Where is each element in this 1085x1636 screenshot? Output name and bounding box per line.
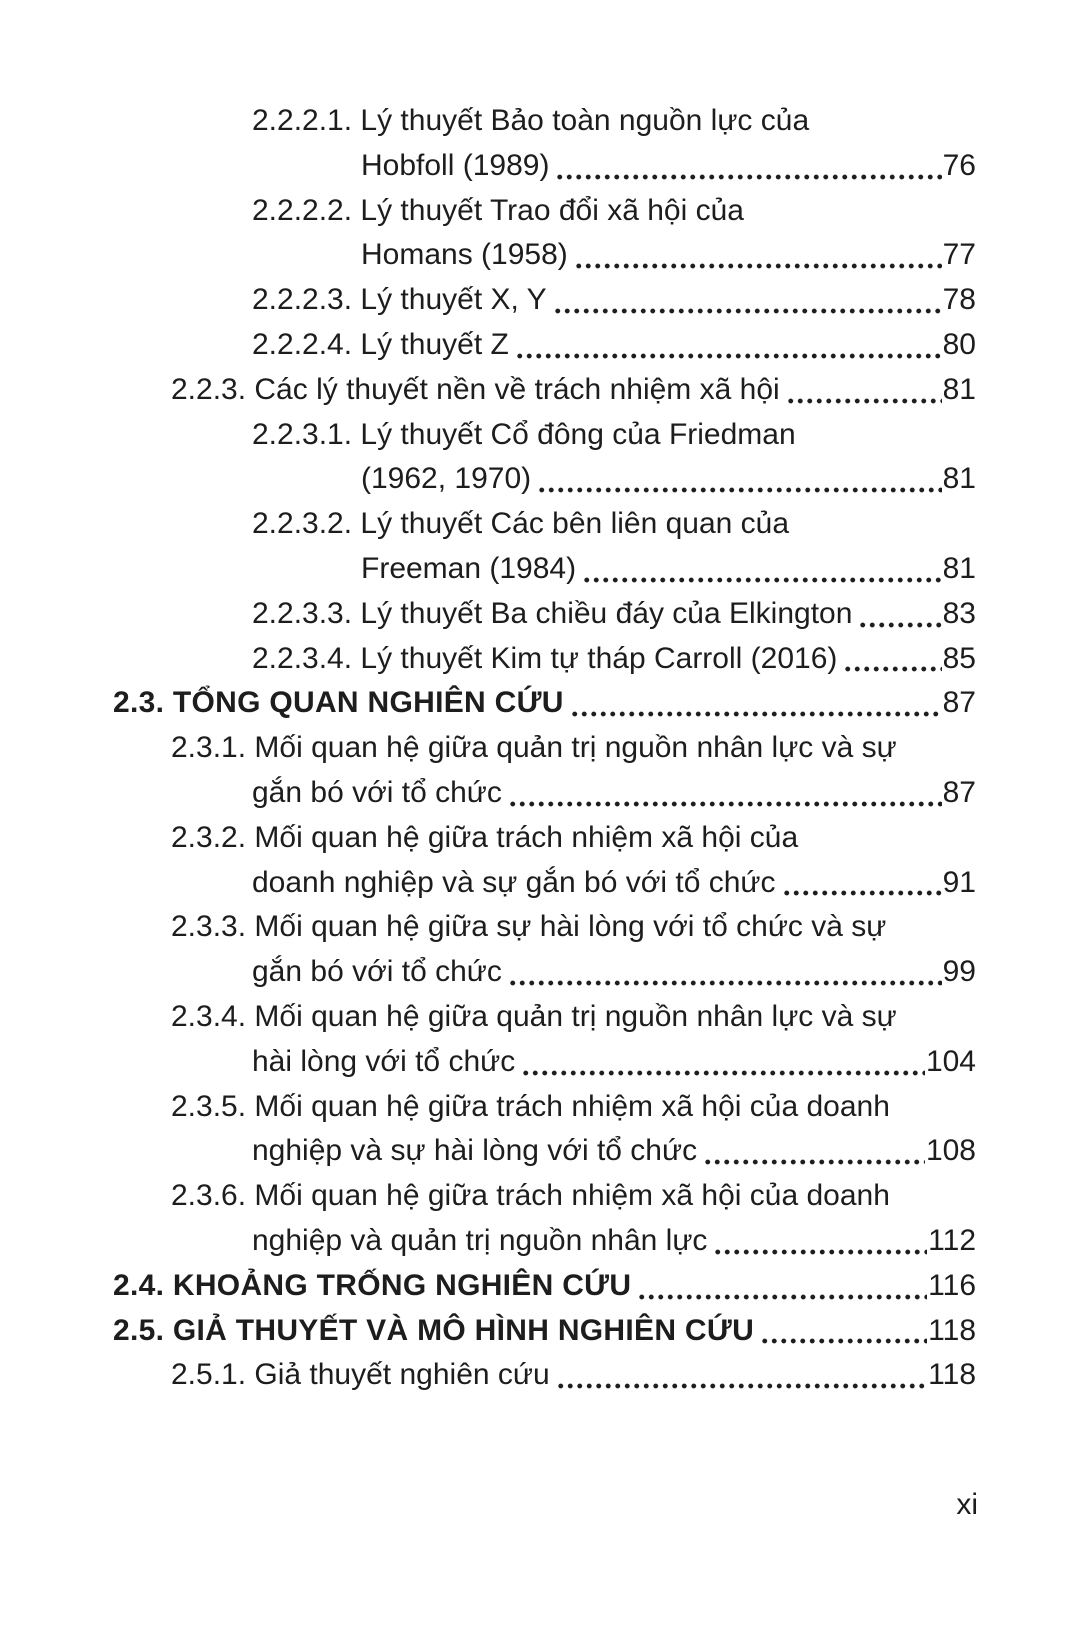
toc-page-number: 108	[925, 1134, 976, 1168]
toc-entry-line	[0, 637, 976, 682]
toc-page-number: 99	[942, 955, 976, 989]
toc-entry-text: 2.3.3. Mối quan hệ giữa sự hài lòng với tổ chức và sự	[171, 910, 887, 944]
toc-entry-text: 2.3.4. Mối quan hệ giữa quản trị nguồn nhân lực và sự	[171, 999, 897, 1033]
toc-page-number: 80	[942, 327, 976, 361]
toc-entry-text: 2.2.2.3. Lý thuyết X, Y	[252, 283, 547, 317]
toc-entry-text: gắn bó với tổ chức	[252, 775, 502, 809]
toc-entry-text: 2.2.3. Các lý thuyết nền về trách nhiệm xã hội	[171, 372, 780, 406]
toc-page-number: 91	[942, 865, 976, 899]
toc-page-number: 77	[942, 238, 976, 272]
toc-entry-text: 2.2.2.1. Lý thuyết Bảo toàn nguồn lực của	[252, 104, 810, 137]
toc-page-number: 112	[928, 1223, 976, 1257]
toc-entry-line	[0, 681, 976, 726]
toc-entry-line	[0, 1040, 976, 1085]
toc-entry-line	[0, 233, 976, 278]
toc-entry-line	[0, 1129, 976, 1174]
toc-entry-line	[0, 816, 976, 861]
toc-page-number: 118	[928, 1358, 976, 1392]
toc-entry-line	[0, 861, 976, 906]
toc-page-number: 76	[942, 148, 976, 182]
toc-entry-text: 2.3. TỔNG QUAN NGHIÊN CỨU	[113, 686, 564, 720]
toc-entry-text: nghiệp và sự hài lòng với tổ chức	[252, 1134, 698, 1168]
page-footer-number: xi	[956, 1488, 978, 1521]
toc-entry-text: Freeman (1984)	[361, 551, 577, 585]
toc-entry-line	[0, 726, 976, 771]
toc-page-number: 83	[942, 596, 976, 630]
toc-page-number: 85	[942, 641, 976, 675]
toc-entry-line	[0, 323, 976, 368]
toc-entry-line	[0, 457, 976, 502]
dot-leader-icon	[537, 457, 941, 502]
dot-leader-icon	[508, 950, 942, 995]
toc-entry-text: 2.2.3.1. Lý thuyết Cổ đông của Friedman	[252, 417, 796, 451]
toc-entry-line	[0, 368, 976, 413]
toc-entry-text: 2.3.6. Mối quan hệ giữa trách nhiệm xã hội của doanh	[171, 1179, 890, 1213]
toc-entry-line	[0, 413, 976, 458]
dot-leader-icon	[515, 323, 942, 368]
toc-entry-line	[0, 144, 976, 189]
toc-entry-line	[0, 189, 976, 234]
toc-entry-text: 2.2.2.2. Lý thuyết Trao đổi xã hội của	[252, 193, 744, 227]
dot-leader-icon	[782, 861, 942, 906]
toc-page-number: 118	[928, 1313, 976, 1347]
toc-entry-line	[0, 592, 976, 637]
toc-entry-line	[0, 1309, 976, 1354]
toc-entry-line	[0, 1353, 976, 1398]
toc-entry-text: 2.2.3.2. Lý thuyết Các bên liên quan của	[252, 507, 790, 541]
dot-leader-icon	[760, 1309, 927, 1354]
dot-leader-icon	[508, 771, 942, 816]
dot-leader-icon	[521, 1040, 925, 1085]
toc-entry-text: 2.5. GIẢ THUYẾT VÀ MÔ HÌNH NGHIÊN CỨU	[113, 1313, 755, 1347]
toc-entry-line	[0, 905, 976, 950]
dot-leader-icon	[858, 592, 941, 637]
dot-leader-icon	[570, 681, 942, 726]
dot-leader-icon	[574, 233, 942, 278]
dot-leader-icon	[703, 1129, 925, 1174]
toc-entry-text: 2.3.5. Mối quan hệ giữa trách nhiệm xã hội của doanh	[171, 1089, 890, 1123]
dot-leader-icon	[556, 1353, 928, 1398]
table-of-contents	[0, 99, 976, 1398]
toc-entry-line	[0, 1219, 976, 1264]
toc-entry-line	[0, 99, 976, 144]
toc-entry-line	[0, 950, 976, 995]
dot-leader-icon	[553, 278, 942, 323]
toc-entry-line	[0, 1085, 976, 1130]
toc-entry-text: 2.5.1. Giả thuyết nghiên cứu	[171, 1358, 550, 1392]
toc-entry-text: 2.3.1. Mối quan hệ giữa quản trị nguồn nhân lực và sự	[171, 731, 897, 765]
toc-entry-line	[0, 995, 976, 1040]
toc-entry-text: Homans (1958)	[361, 238, 568, 272]
toc-entry-text: (1962, 1970)	[361, 462, 532, 496]
dot-leader-icon	[843, 637, 941, 682]
toc-page-number: 116	[928, 1268, 976, 1302]
toc-entry-line	[0, 547, 976, 592]
toc-entry-line	[0, 771, 976, 816]
toc-entry-text: 2.2.3.4. Lý thuyết Kim tự tháp Carroll (2016)	[252, 641, 838, 675]
dot-leader-icon	[582, 547, 942, 592]
toc-entry-text: hài lòng với tổ chức	[252, 1044, 516, 1078]
toc-entry-text: 2.2.2.4. Lý thuyết Z	[252, 327, 509, 361]
toc-page-number: 87	[942, 686, 976, 720]
toc-page-number: 81	[942, 372, 976, 406]
toc-page-number: 104	[925, 1044, 976, 1078]
toc-entry-text: 2.4. KHOẢNG TRỐNG NGHIÊN CỨU	[113, 1268, 632, 1302]
dot-leader-icon	[713, 1219, 927, 1264]
dot-leader-icon	[555, 144, 941, 189]
toc-entry-line	[0, 1174, 976, 1219]
page-footer	[0, 1488, 978, 1522]
toc-entry-text: Hobfoll (1989)	[361, 148, 550, 182]
toc-page-number: 78	[942, 283, 976, 317]
toc-page-number: 81	[942, 462, 976, 496]
toc-entry-line	[0, 502, 976, 547]
dot-leader-icon	[786, 368, 942, 413]
toc-entry-line	[0, 1264, 976, 1309]
toc-entry-line	[0, 278, 976, 323]
toc-entry-text: gắn bó với tổ chức	[252, 955, 502, 989]
toc-entry-text: 2.2.3.3. Lý thuyết Ba chiều đáy của Elkington	[252, 596, 853, 630]
toc-entry-text: nghiệp và quản trị nguồn nhân lực	[252, 1223, 708, 1257]
toc-page-number: 81	[942, 551, 976, 585]
toc-entry-text: 2.3.2. Mối quan hệ giữa trách nhiệm xã hội của	[171, 820, 799, 854]
toc-page-number: 87	[942, 775, 976, 809]
toc-entry-text: doanh nghiệp và sự gắn bó với tổ chức	[252, 865, 776, 899]
dot-leader-icon	[637, 1264, 927, 1309]
